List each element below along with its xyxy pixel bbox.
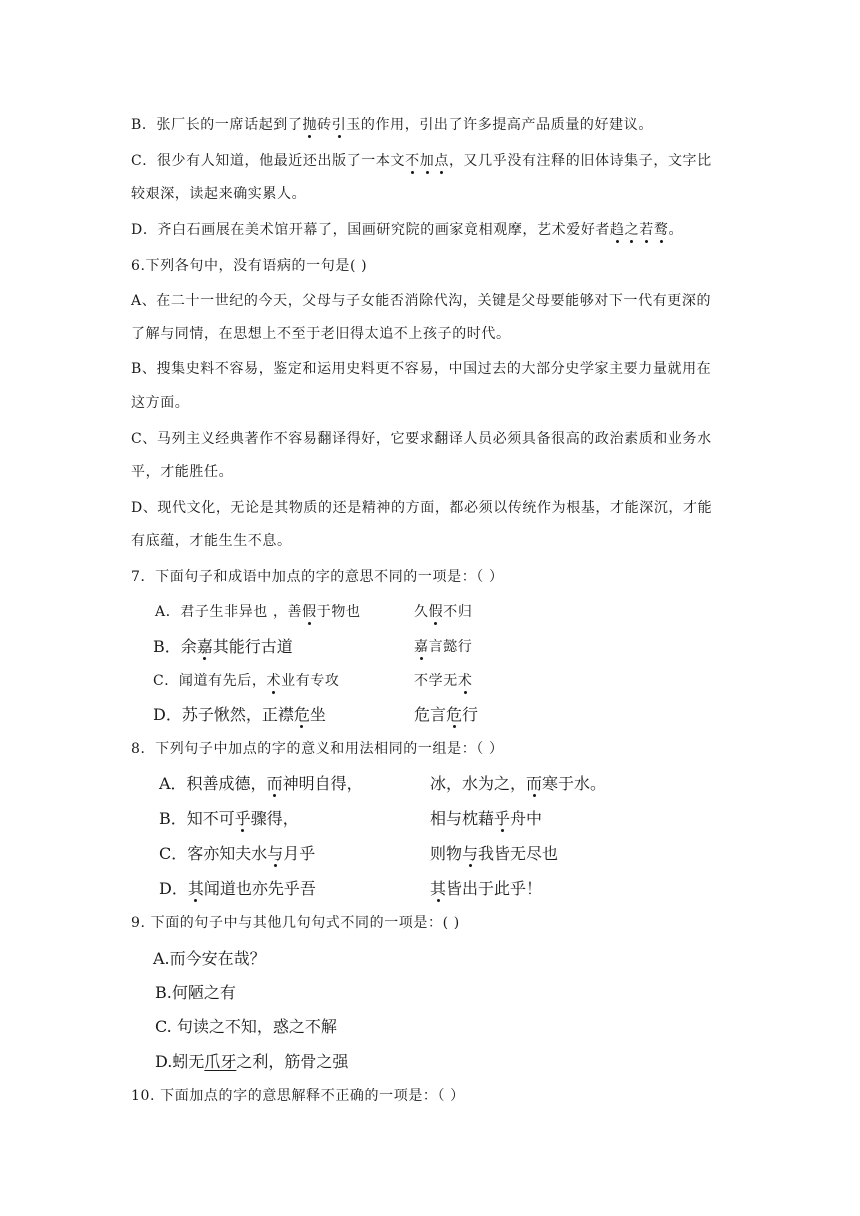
- q9-option-a: A.而今安在哉？: [153, 949, 266, 968]
- emphasis-dot-char: 不: [405, 153, 420, 169]
- emphasis-dot-char: 嘉: [196, 637, 213, 656]
- q10-stem: 10. 下面加点的字的意思解释不正确的一项是：（ ）: [131, 1088, 465, 1104]
- emphasis-dot-char: 加: [419, 153, 435, 169]
- q8-option-d: D．其闻道也亦先乎吾: [159, 879, 316, 898]
- q8-option-c-right: 则物与我皆无尽也: [430, 844, 559, 863]
- emphasis-dot-char: 危: [446, 705, 463, 724]
- q8-option-a: A．积善成德，而神明自得，: [159, 774, 363, 793]
- q7-option-b-idiom: 嘉言懿行: [414, 639, 473, 655]
- q9-option-d: D.蚓无爪牙之利，筋骨之强: [155, 1052, 349, 1071]
- emphasis-dot-char: 引: [331, 117, 347, 133]
- q6-option-c: C、马列主义经典著作不容易翻译得好，它要求翻译人员必须具备很高的政治素质和业务水: [131, 431, 712, 447]
- underlined-term: 爪牙: [204, 1052, 237, 1071]
- emphasis-dot-char: 鹜: [653, 222, 669, 238]
- emphasis-dot-char: 与: [267, 844, 284, 863]
- q6-option-a-line2: 了解与同情，在思想上不至于老旧得太追不上孩子的时代。: [131, 326, 511, 342]
- q7-option-d-idiom: 危言危行: [414, 705, 479, 724]
- emphasis-dot-char: 假: [428, 604, 444, 620]
- q6-option-d-line2: 有底蕴，才能生生不息。: [131, 533, 292, 549]
- q6-option-b-line2: 这方面。: [131, 395, 190, 411]
- emphasis-dot-char: 而: [266, 774, 283, 793]
- q6-option-d: D、现代文化，无论是其物质的还是精神的方面，都必须以传统作为根基，才能深沉，才能: [131, 500, 713, 516]
- emphasis-dot-char: 趋: [610, 222, 625, 238]
- emphasis-dot-char: 若: [639, 222, 654, 238]
- q8-option-d-right: 其皆出于此乎！: [430, 879, 543, 898]
- q8-option-a-right: 冰，水为之，而寒于水。: [430, 774, 607, 793]
- emphasis-dot-char: 其: [187, 879, 204, 898]
- emphasis-dot-char: 抛: [302, 117, 318, 133]
- emphasis-dot-char: 危: [293, 705, 310, 724]
- emphasis-dot-char: 之: [624, 222, 640, 238]
- emphasis-dot-char: 而: [526, 774, 543, 793]
- emphasis-dot-char: 术: [266, 673, 282, 689]
- q7-stem: 7．下面句子和成语中加点的字的意思不同的一项是：（ ）: [131, 569, 504, 585]
- q5-option-c-line2: 较艰深，读起来确实累人。: [131, 186, 307, 202]
- emphasis-dot-char: 假: [302, 604, 317, 620]
- emphasis-dot-char: 术: [457, 673, 473, 689]
- emphasis-dot-char: 点: [434, 153, 449, 169]
- emphasis-dot-char: 嘉: [414, 639, 429, 655]
- emphasis-dot-char: 乎: [494, 809, 511, 828]
- q6-option-b: B、搜集史料不容易，鉴定和运用史料更不容易，中国过去的大部分史学家主要力量就用在: [131, 361, 712, 377]
- q9-stem: 9. 下面的句子中与其他几句句式不同的一项是：( ): [131, 915, 460, 931]
- q7-option-c: C．闻道有先后，术业有专攻: [153, 673, 340, 689]
- q9-option-b: B.何陋之有: [155, 983, 236, 1002]
- q6-stem: 6.下列各句中，没有语病的一句是( ): [131, 258, 368, 274]
- q8-stem: 8．下列句子中加点的字的意义和用法相同的一组是：（ ）: [131, 741, 504, 757]
- q8-option-c: C．客亦知夫水与月乎: [159, 844, 316, 863]
- emphasis-dot-char: 与: [462, 844, 479, 863]
- q9-option-c: C. 句读之不知，惑之不解: [155, 1017, 337, 1036]
- q8-option-b-right: 相与枕藉乎舟中: [430, 809, 543, 828]
- q5-option-d: D．齐白石画展在美术馆开幕了，国画研究院的画家竟相观摩，艺术爱好者趋之若鹜。: [131, 222, 684, 238]
- q6-option-c-line2: 平，才能胜任。: [131, 464, 234, 480]
- q8-option-b: B．知不可乎骤得，: [159, 809, 299, 828]
- q7-option-a: A．君子生非异也 ，善假于物也: [155, 604, 361, 620]
- q5-option-c: C．很少有人知道，他最近还出版了一本文不加点，又几乎没有注释的旧体诗集子，文字比: [131, 153, 712, 169]
- emphasis-dot-char: 乎: [234, 809, 251, 828]
- q7-option-d: D．苏子愀然，正襟危坐: [153, 705, 326, 724]
- q5-option-b: B．张厂长的一席话起到了抛砖引玉的作用，引出了许多提高产品质量的好建议。: [131, 117, 653, 133]
- q7-option-c-idiom: 不学无术: [414, 673, 473, 689]
- emphasis-dot-char: 其: [430, 879, 447, 898]
- q6-option-a: A、在二十一世纪的今天，父母与子女能否消除代沟，关键是父母要能够对下一代有更深的: [131, 293, 712, 309]
- q7-option-a-idiom: 久假不归: [414, 604, 473, 620]
- q7-option-b: B．余嘉其能行古道: [153, 637, 293, 656]
